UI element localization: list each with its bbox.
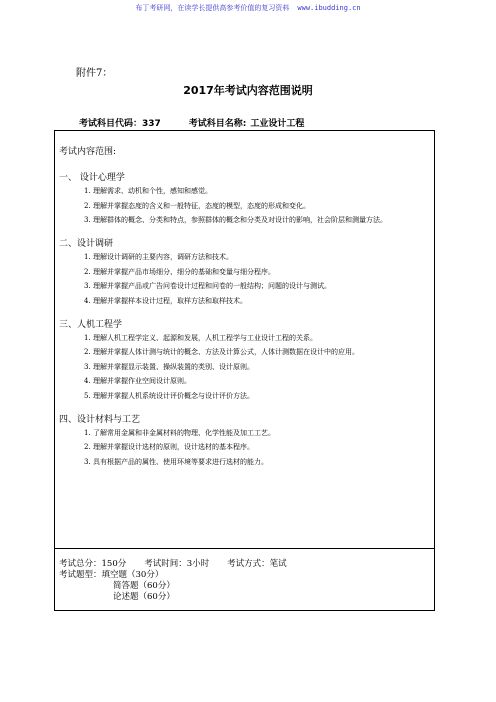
item-text: 了解常用金属和非金属材料的物理、化学性能及加工工艺。 — [93, 428, 275, 437]
section-item — [73, 296, 429, 307]
item-number: 4. — [84, 377, 91, 385]
item-text: 理解并掌握人体计测与统计的概念、方法及计算公式，人体计测数据在设计中的应用。 — [93, 348, 359, 356]
item-number: 1. — [84, 333, 91, 342]
exam-type-row-2 — [59, 592, 287, 603]
section-heading: 四、设计材料与工艺 — [59, 414, 141, 425]
item-number: 4. — [84, 296, 91, 305]
item-number: 1. — [84, 253, 91, 261]
section-heading: 一、 设计心理学 — [59, 173, 125, 183]
item-text: 理解并掌握样本设计过程，取样方法和取样技术。 — [93, 296, 247, 305]
section-item — [73, 428, 429, 439]
exam-type-2: 论述题（60分） — [113, 592, 175, 602]
section-item — [73, 391, 429, 402]
item-number: 2. — [84, 267, 91, 276]
scope-label: 考试内容范围: — [59, 147, 117, 157]
item-number: 3. — [84, 457, 91, 466]
subject-name-label: 考试科目名称: — [188, 119, 247, 129]
section-item — [73, 186, 429, 197]
subject-name-value: 工业设计工程 — [250, 119, 305, 129]
watermark-text: 布丁考研网，在读学长提供高参考价值的复习资料 — [135, 4, 290, 12]
item-text: 理解并掌握产品市场细分、细分的基础和变量与细分程序。 — [93, 267, 275, 276]
exam-type-1: 简答题（60分） — [113, 581, 175, 591]
attachment-label: 附件7： — [76, 68, 113, 79]
section-item — [73, 281, 429, 292]
section-item — [73, 252, 429, 263]
item-number: 2. — [84, 443, 91, 451]
exam-method: 考试方式：笔试 — [227, 559, 287, 569]
exam-info-cell — [59, 559, 287, 603]
item-number: 2. — [84, 201, 91, 210]
exam-summary-row — [59, 559, 287, 570]
item-number: 1. — [84, 187, 91, 195]
section-item — [73, 215, 429, 226]
item-text: 理解并掌握设计选材的原则，设计选材的基本程序。 — [93, 443, 254, 451]
item-number: 2. — [84, 348, 91, 356]
item-text: 理解并掌握态度的含义和一般特征，态度的模型，态度的形成和变化。 — [93, 201, 310, 210]
item-text: 理解并掌握作业空间设计原则。 — [93, 377, 191, 385]
item-text: 理解群体的概念、分类和特点，参照群体的概念和分类及对设计的影响，社会阶层和测量方法。 — [93, 216, 387, 224]
section-item — [73, 362, 429, 373]
section-item — [73, 201, 429, 212]
section-heading: 三、人机工程学 — [59, 319, 123, 330]
document-title: 2017年考试内容范围说明 — [183, 84, 313, 97]
item-text: 理解并掌握产品或广告问卷设计过程和问卷的一般结构；问题的设计与测试。 — [93, 282, 331, 290]
item-number: 3. — [84, 216, 91, 224]
scope-cell — [59, 144, 429, 471]
exam-types-row — [59, 570, 287, 581]
table-divider — [55, 548, 434, 549]
item-number: 3. — [84, 282, 91, 290]
item-text: 理解并掌握人机系统设计评价概念与设计评价方法。 — [93, 391, 254, 400]
exam-total: 考试总分：150分 — [59, 559, 127, 569]
exam-types-label: 考试题型： — [59, 570, 102, 580]
item-text: 具有根据产品的属性、使用环境等要求进行选材的能力。 — [93, 457, 268, 466]
item-text: 理解需求、动机和个性，感知和感觉。 — [93, 187, 212, 195]
content-table — [54, 130, 435, 611]
item-text: 理解设计调研的主要内容，调研方法和技术。 — [93, 253, 233, 261]
subject-code: 考试科目代码：337 — [79, 119, 161, 129]
watermark-banner — [0, 3, 496, 13]
section-item — [73, 442, 429, 453]
exam-type-row-1 — [59, 581, 287, 592]
section-item — [73, 267, 429, 278]
item-text: 理解人机工程学定义、起源和发展，人机工程学与工业设计工程的关系。 — [93, 333, 317, 342]
sections-list — [59, 170, 429, 468]
section-heading: 二、设计调研 — [59, 239, 114, 249]
item-number: 1. — [84, 428, 91, 437]
item-number: 5. — [84, 391, 91, 400]
item-text: 理解并掌握显示装置、操纵装置的类别、设计原则。 — [93, 362, 254, 371]
section-item — [73, 457, 429, 468]
item-number: 3. — [84, 362, 91, 371]
exam-type-0: 填空题（30分） — [101, 570, 164, 580]
subject-line — [79, 116, 304, 129]
watermark-url[interactable]: www.ibudding.cn — [297, 4, 361, 12]
exam-time: 考试时间：3小时 — [144, 559, 210, 569]
section-item — [73, 376, 429, 387]
section-item — [73, 333, 429, 344]
section-item — [73, 347, 429, 358]
